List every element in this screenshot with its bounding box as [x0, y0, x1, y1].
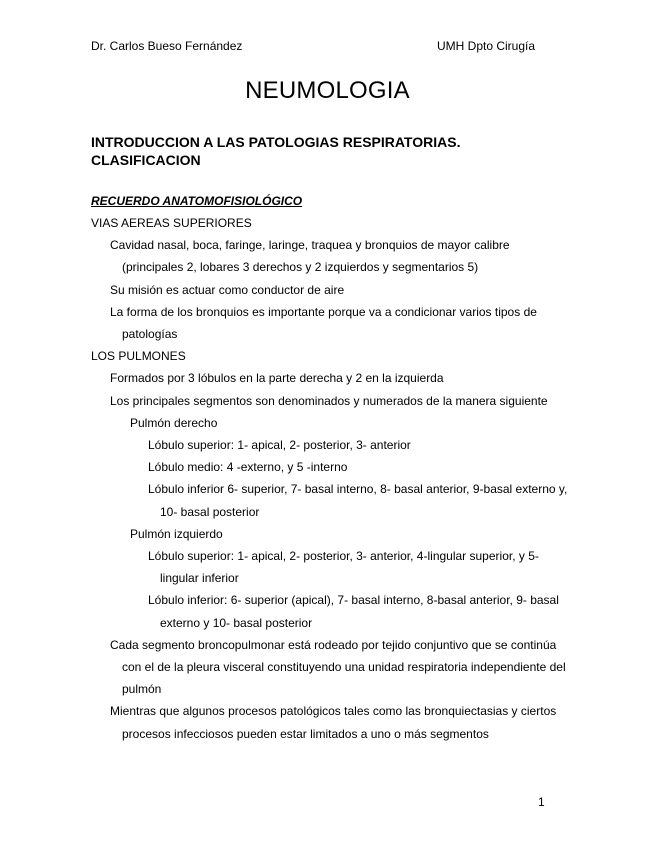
- subheading-left-lung: Pulmón izquierdo: [130, 526, 223, 541]
- lobe-item: Lóbulo superior: 1- apical, 2- posterior, 3- anterior, 4-lingular superior, y 5- lingular inferior: [148, 549, 539, 586]
- paragraph: Los principales segmentos son denominados y numerados de la manera siguiente: [110, 393, 548, 408]
- paragraph: Su misión es actuar como conductor de aire: [110, 282, 345, 297]
- paragraph-heading: LOS PULMONES: [91, 349, 186, 364]
- paragraph: La forma de los bronquios es importante porque va a condicionar varios tipos de patologías: [110, 304, 537, 342]
- lobe-item: Lóbulo inferior 6- superior, 7- basal interno, 8- basal anterior, 9-basal externo y, 10- basal posterior: [148, 482, 568, 519]
- paragraph: Cada segmento broncopulmonar está rodeado por tejido conjuntivo que se continúa con el de la pleura visceral constituyendo una unidad respiratoria independiente del pulmón: [110, 637, 566, 697]
- paragraph: Cavidad nasal, boca, faringe, laringe, traquea y bronquios de mayor calibre (principales 2, lobares 3 derechos y 2 izquierdos y segmentarios 5): [110, 238, 510, 275]
- document-subtitle: INTRODUCCION A LAS PATOLOGIAS RESPIRATORIAS. CLASIFICACION: [91, 134, 461, 168]
- page-number: 1: [538, 795, 545, 809]
- header-department: UMH Dpto Cirugía: [437, 39, 536, 53]
- lobe-item: Lóbulo inferior: 6- superior (apical), 7- basal interno, 8-basal anterior, 9- basal externo y 10- basal posterior: [148, 593, 559, 630]
- subheading-right-lung: Pulmón derecho: [130, 415, 218, 430]
- document-body: [91, 212, 571, 745]
- header-author: Dr. Carlos Bueso Fernández: [91, 39, 243, 53]
- page-title: NEUMOLOGIA: [245, 77, 410, 104]
- lobe-item: Lóbulo medio: 4 -externo, y 5 -interno: [148, 460, 348, 475]
- lobe-item: Lóbulo superior: 1- apical, 2- posterior, 3- anterior: [148, 438, 411, 453]
- paragraph: Mientras que algunos procesos patológicos tales como las bronquiectasias y ciertos procesos infecciosos pueden estar limitados a uno o más segmentos: [110, 704, 557, 741]
- paragraph-heading: VIAS AEREAS SUPERIORES: [91, 216, 252, 230]
- section-heading: RECUERDO ANATOMOFISIOLÓGICO: [91, 194, 303, 208]
- paragraph: Formados por 3 lóbulos en la parte derecha y 2 en la izquierda: [110, 371, 444, 386]
